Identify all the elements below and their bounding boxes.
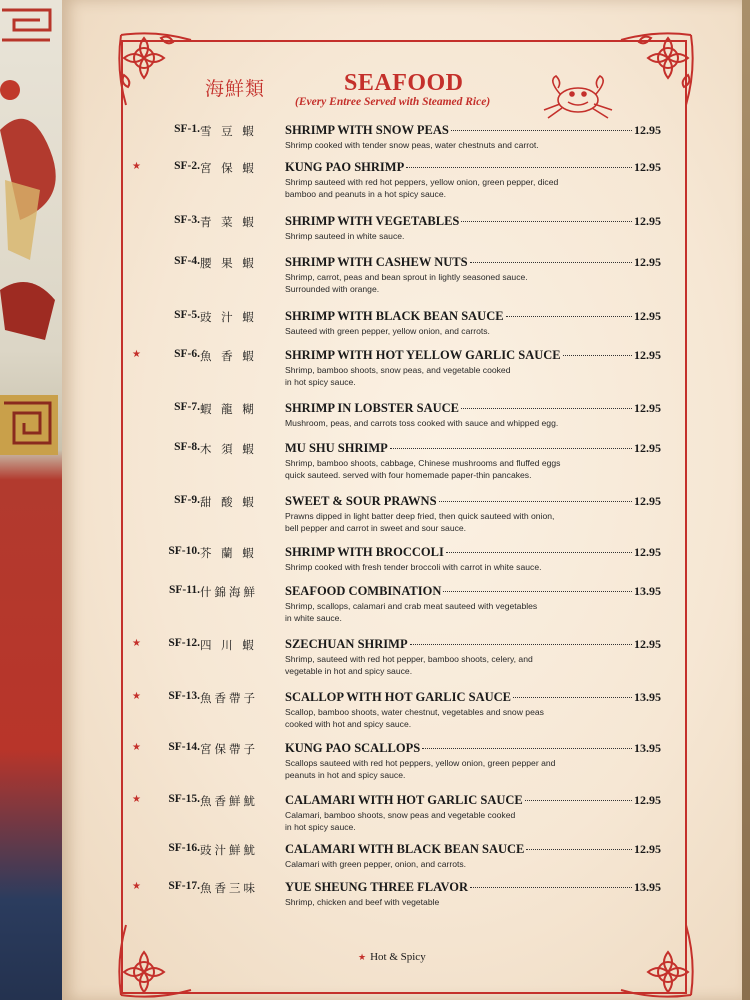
item-chinese-name: 芥 蘭 蝦 [200,546,257,560]
corner-ornament-icon [116,30,196,110]
item-description-line: in hot spicy sauce. [285,822,356,832]
item-name-row [285,637,661,652]
dot-leader [422,748,632,749]
spicy-star-icon: ★ [132,349,141,360]
item-name-row [285,494,661,509]
item-name-row [285,309,661,324]
item-code: SF-1. [174,123,200,135]
dot-leader [406,167,632,168]
item-description-line: Shrimp cooked with fresh tender broccoli with carrot in white sauce. [285,562,542,572]
item-chinese-name: 木 須 蝦 [200,442,257,456]
item-price: 13.95 [634,741,661,755]
item-price: 12.95 [634,348,661,362]
item-chinese-name: 四 川 蝦 [200,638,257,652]
item-price: 13.95 [634,584,661,598]
item-description [285,809,625,833]
item-name-row [285,741,661,756]
item-name: SHRIMP WITH VEGETABLES [285,214,460,228]
item-name-row [285,545,661,560]
item-description-line: Shrimp, carrot, peas and bean sprout in lightly seasoned sauce. [285,272,528,282]
section-title: SEAFOOD [344,70,464,96]
item-chinese-name: 宮保帶子 [200,742,258,756]
item-description [285,139,625,151]
item-description [285,510,625,534]
item-name-row [285,348,661,363]
dot-leader [443,591,632,592]
item-description-line: vegetable in hot and spicy sauce. [285,666,413,676]
corner-ornament-icon [616,30,696,110]
item-description [285,561,625,573]
item-description-line: bell pepper and carrot in sweet and sour sauce. [285,523,467,533]
item-code: SF-8. [174,441,200,453]
item-chinese-name: 魚香三味 [200,881,258,895]
item-description [285,600,625,624]
item-price: 12.95 [634,401,661,415]
item-price: 12.95 [634,214,661,228]
item-name: SHRIMP WITH BLACK BEAN SAUCE [285,309,504,323]
item-chinese-name: 宮 保 蝦 [200,161,257,175]
item-description [285,417,625,429]
item-code: SF-2. [174,160,200,172]
item-description [285,230,625,242]
item-chinese-name: 腰 果 蝦 [200,256,257,270]
item-description-line: Scallops sauteed with red hot peppers, yellow onion, green pepper and [285,758,556,768]
item-chinese-name: 甜 酸 蝦 [200,495,257,509]
item-description-line: Shrimp, bamboo shoots, cabbage, Chinese mushrooms and fluffed eggs [285,458,561,468]
item-description [285,653,625,677]
background-pattern [0,0,58,60]
item-description-line: Shrimp, bamboo shoots, snow peas, and vegetable cooked [285,365,511,375]
item-price: 12.95 [634,545,661,559]
dot-leader [470,887,632,888]
item-name-row [285,160,661,175]
item-name-row [285,255,661,270]
dot-leader [513,697,632,698]
item-description-line: cooked with hot and spicy sauce. [285,719,412,729]
item-description-line: bamboo and peanuts in a hot spicy sauce. [285,189,447,199]
spicy-star-icon: ★ [132,161,141,172]
chinese-section-title: 海鮮類 [205,78,266,100]
item-code: SF-4. [174,255,200,267]
item-name: SWEET & SOUR PRAWNS [285,494,437,508]
item-code: SF-14. [168,741,200,753]
item-code: SF-17. [168,880,200,892]
item-code: SF-13. [168,690,200,702]
dot-leader [439,501,632,502]
item-name: CALAMARI WITH HOT GARLIC SAUCE [285,793,523,807]
item-name-row [285,880,661,895]
item-name: YUE SHEUNG THREE FLAVOR [285,880,469,894]
dot-leader [506,316,632,317]
spicy-star-icon: ★ [132,638,141,649]
item-description [285,858,625,870]
item-chinese-name: 雪 豆 蝦 [200,124,257,138]
item-description-line: Scallop, bamboo shoots, water chestnut, vegetables and snow peas [285,707,544,717]
item-description [285,757,625,781]
item-code: SF-11. [169,584,200,596]
item-description [285,271,625,295]
spicy-star-icon: ★ [358,952,367,962]
item-name-row [285,690,661,705]
item-price: 13.95 [634,880,661,894]
item-name: SCALLOP WITH HOT GARLIC SAUCE [285,690,511,704]
background-border-pattern [0,395,58,455]
item-price: 12.95 [634,637,661,651]
item-price: 12.95 [634,123,661,137]
item-description-line: Prawns dipped in light batter deep fried, then quick sauteed with onion, [285,511,555,521]
item-name-row [285,441,661,456]
item-code: SF-16. [168,842,200,854]
background-edge [742,0,750,1000]
section-subtitle: (Every Entree Served with Steamed Rice) [295,96,491,108]
item-description-line: Calamari with green pepper, onion, and carrots. [285,859,467,869]
item-price: 12.95 [634,494,661,508]
item-code: SF-9. [174,494,200,506]
item-description [285,176,625,200]
item-chinese-name: 什錦海鮮 [200,585,258,599]
item-description-line: Shrimp, chicken and beef with vegetable [285,897,440,907]
item-name: CALAMARI WITH BLACK BEAN SAUCE [285,842,525,856]
dot-leader [563,355,632,356]
item-chinese-name: 豉 汁 蝦 [200,310,257,324]
dot-leader [470,262,632,263]
item-description-line: in white sauce. [285,613,342,623]
item-name: SZECHUAN SHRIMP [285,637,408,651]
spicy-star-icon: ★ [132,794,141,805]
dot-leader [410,644,632,645]
item-description-line: Surrounded with orange. [285,284,380,294]
item-name-row [285,214,661,229]
item-name: SHRIMP WITH SNOW PEAS [285,123,449,137]
crab-icon [538,72,618,122]
item-code: SF-7. [174,401,200,413]
spicy-star-icon: ★ [132,742,141,753]
item-name: KUNG PAO SHRIMP [285,160,405,174]
item-chinese-name: 蝦 龍 糊 [200,402,257,416]
corner-ornament-icon [616,920,696,1000]
legend-label: Hot & Spicy [370,951,426,963]
item-code: SF-15. [168,793,200,805]
item-price: 12.95 [634,793,661,807]
item-price: 12.95 [634,441,661,455]
item-name: SEAFOOD COMBINATION [285,584,442,598]
item-description-line: Shrimp, sauteed with red hot pepper, bamboo shoots, celery, and [285,654,533,664]
spicy-star-icon: ★ [132,881,141,892]
item-description [285,896,625,908]
item-description [285,325,625,337]
item-name-row [285,842,661,857]
item-description-line: quick sauteed. served with four homemade paper-thin pancakes. [285,470,532,480]
item-name: SHRIMP WITH CASHEW NUTS [285,255,468,269]
dot-leader [446,552,632,553]
dot-leader [390,448,632,449]
item-name-row [285,584,661,599]
item-description-line: in hot spicy sauce. [285,377,356,387]
item-description-line: Shrimp cooked with tender snow peas, water chestnuts and carrot. [285,140,539,150]
item-code: SF-5. [174,309,200,321]
item-chinese-name: 魚香帶子 [200,691,258,705]
item-name: SHRIMP IN LOBSTER SAUCE [285,401,459,415]
item-price: 12.95 [634,309,661,323]
item-code: SF-6. [174,348,200,360]
item-name: KUNG PAO SCALLOPS [285,741,421,755]
item-description-line: Sauteed with green pepper, yellow onion, and carrots. [285,326,490,336]
background-scene [0,0,70,1000]
item-description [285,706,625,730]
item-code: SF-10. [168,545,200,557]
item-name: MU SHU SHRIMP [285,441,388,455]
item-code: SF-3. [174,214,200,226]
legend [358,951,426,963]
item-description-line: peanuts in hot and spicy sauce. [285,770,406,780]
item-description [285,457,625,481]
item-name-row [285,401,661,416]
item-price: 12.95 [634,160,661,174]
item-price: 12.95 [634,255,661,269]
item-name: SHRIMP WITH HOT YELLOW GARLIC SAUCE [285,348,561,362]
background-figures [0,60,58,380]
item-name-row [285,793,661,808]
dot-leader [525,800,632,801]
dot-leader [461,408,632,409]
item-price: 12.95 [634,842,661,856]
item-description-line: Shrimp, scallops, calamari and crab meat sauteed with vegetables [285,601,538,611]
item-description-line: Calamari, bamboo shoots, snow peas and vegetable cooked [285,810,516,820]
corner-ornament-icon [116,920,196,1000]
dot-leader [451,130,632,131]
item-description [285,364,625,388]
item-name: SHRIMP WITH BROCCOLI [285,545,444,559]
dot-leader [526,849,632,850]
item-description-line: Shrimp sauteed with red hot peppers, yellow onion, green pepper, diced [285,177,559,187]
item-chinese-name: 青 菜 蝦 [200,215,257,229]
item-description-line: Mushroom, peas, and carrots toss cooked with sauce and whipped egg. [285,418,559,428]
dot-leader [461,221,632,222]
item-price: 13.95 [634,690,661,704]
item-name-row [285,123,661,138]
item-code: SF-12. [168,637,200,649]
item-description-line: Shrimp sauteed in white sauce. [285,231,405,241]
item-chinese-name: 魚香鮮魷 [200,794,258,808]
item-chinese-name: 魚 香 蝦 [200,349,257,363]
spicy-star-icon: ★ [132,691,141,702]
item-chinese-name: 豉汁鮮魷 [200,843,258,857]
